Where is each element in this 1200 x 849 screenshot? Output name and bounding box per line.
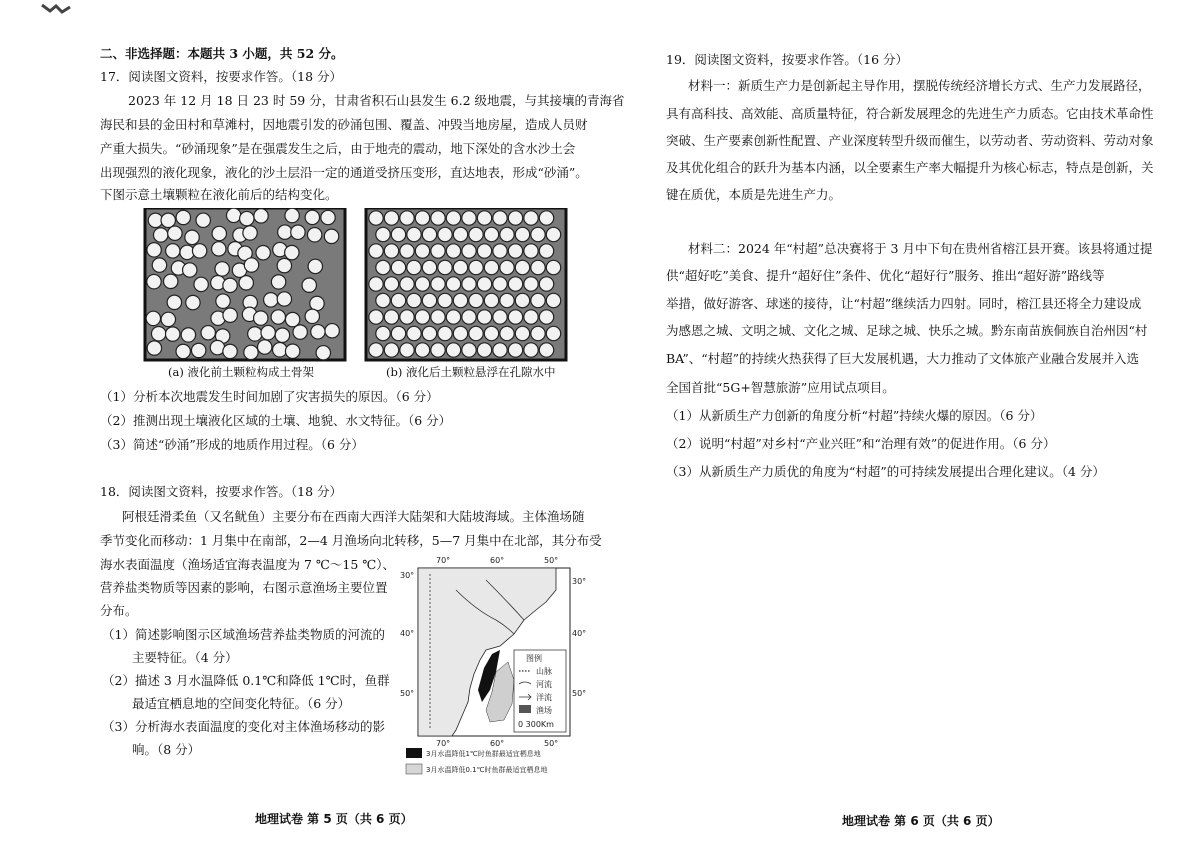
soil-particle	[151, 327, 165, 341]
q17-para-line: 出现强烈的液化现象，液化的沙土层沿一定的通道受挤压变形，直达地表，形成“砂涌”。	[100, 165, 588, 180]
soil-particle	[422, 227, 436, 241]
soil-particle	[201, 326, 215, 340]
soil-particle	[147, 341, 161, 355]
soil-particle	[500, 293, 514, 307]
soil-particle	[215, 262, 229, 276]
soil-particle	[415, 244, 429, 258]
lon-label-bottom: 50°	[544, 739, 559, 748]
soil-particle	[244, 258, 258, 272]
legend-mountain: 山脉	[536, 667, 552, 676]
soil-particle	[285, 312, 299, 326]
soil-particle	[273, 343, 287, 357]
soil-particle	[167, 295, 181, 309]
soil-particle	[166, 244, 180, 258]
lon-label-top: 60°	[490, 556, 505, 565]
soil-particle	[223, 278, 237, 292]
material-2-line: 举措，做好游客、球迷的接待，让“村超”继续活力四射。同时，榕江县还将全力建设成	[666, 296, 1142, 311]
soil-particle	[147, 243, 161, 257]
soil-particle	[307, 228, 321, 242]
soil-particle	[462, 343, 476, 357]
soil-particle	[216, 294, 230, 308]
soil-particle	[152, 258, 166, 272]
q19-question-1: （1）从新质生产力创新的角度分析“村超”持续火爆的原因。（6 分）	[666, 408, 1043, 423]
q18-question-3-cont: 响。（8 分）	[132, 742, 201, 757]
lat-label-right: 30°	[572, 577, 586, 586]
soil-particle	[469, 227, 483, 241]
soil-particle	[400, 211, 414, 225]
material-1-line: 键在质优，本质是先进生产力。	[666, 187, 842, 202]
soil-particle	[181, 328, 195, 342]
soil-particle	[524, 310, 538, 324]
map-scale: 0 300Km	[518, 720, 554, 729]
soil-particle	[191, 343, 205, 357]
soil-particle	[258, 340, 272, 354]
soil-particle	[524, 244, 538, 258]
q19-question-2: （2）说明“村超”对乡村“产业兴旺”和“治理有效”的促进作用。（6 分）	[666, 436, 1056, 451]
soil-particle	[407, 293, 421, 307]
soil-particle	[500, 326, 514, 340]
soil-particle	[183, 263, 197, 277]
soil-particle	[438, 227, 452, 241]
soil-particle	[531, 326, 545, 340]
q18-para-line: 季节变化而移动：1 月集中在南部，2—4 月渔场向北转移，5—7 月集中在北部，其分布受	[100, 533, 602, 548]
soil-particle	[477, 244, 491, 258]
soil-particle	[168, 226, 182, 240]
soil-particle	[462, 277, 476, 291]
q17-para-line: 下图示意土壤颗粒在液化前后的结构变化。	[100, 187, 338, 202]
soil-particle	[422, 260, 436, 274]
soil-particle	[271, 275, 285, 289]
soil-particle	[477, 211, 491, 225]
soil-particle	[539, 211, 553, 225]
soil-particle	[524, 211, 538, 225]
soil-particle	[539, 277, 553, 291]
soil-particle	[325, 324, 339, 338]
soil-particle	[431, 211, 445, 225]
soil-particle	[400, 244, 414, 258]
q18-question-1: （1）简述影响图示区域渔场营养盐类物质的河流的	[102, 627, 385, 642]
soil-particle	[493, 277, 507, 291]
soil-particle	[500, 227, 514, 241]
soil-particle	[508, 277, 522, 291]
soil-particle	[400, 277, 414, 291]
soil-particle	[240, 211, 254, 225]
soil-particle	[277, 292, 291, 306]
soil-particle	[254, 209, 268, 223]
lat-label-right: 40°	[572, 629, 586, 638]
soil-particle	[271, 310, 285, 324]
soil-particle	[524, 343, 538, 357]
soil-particle	[244, 345, 258, 359]
soil-particle	[431, 343, 445, 357]
soil-particle	[376, 326, 390, 340]
soil-particle	[243, 226, 257, 240]
q18-para-line: 海水表面温度（渔场适宜海表温度为 7 ℃～15 ℃）、	[100, 557, 395, 572]
material-2-line: 材料二：2024 年“村超”总决赛将于 3 月中下旬在贵州省榕江县开赛。该县将通过提	[688, 241, 1153, 256]
material-2-line: 为感恩之城、文明之城、文化之城、足球之城、快乐之城。黔东南苗族侗族自治州因“村	[666, 323, 1148, 338]
q18-para-line: 阿根廷滑柔鱼（又名鱿鱼）主要分布在西南大西洋大陆架和大陆坡海域。主体渔场随	[122, 509, 585, 524]
soil-particle	[147, 274, 161, 288]
soil-particle	[192, 244, 206, 258]
q19-heading: 19．阅读图文资料，按要求作答。（16 分）	[666, 52, 909, 67]
soil-particle	[462, 310, 476, 324]
soil-particle	[369, 343, 383, 357]
soil-particle	[546, 260, 560, 274]
soil-particle	[369, 211, 383, 225]
legend-current: 洋流	[536, 693, 552, 702]
map-key-2: 3月水温降低0.1℃时鱼群最适宜栖息地	[426, 766, 548, 774]
lat-label-left: 40°	[400, 629, 415, 638]
soil-particle	[384, 277, 398, 291]
soil-particle	[376, 293, 390, 307]
soil-particle	[384, 310, 398, 324]
soil-particle	[176, 210, 190, 224]
soil-particle	[302, 278, 316, 292]
soil-particle	[446, 310, 460, 324]
legend-fishery: 渔场	[536, 706, 552, 715]
page-6	[600, 0, 1200, 849]
section-title: 二、非选择题：本题共 3 小题，共 52 分。	[100, 46, 344, 61]
legend-river: 河流	[536, 680, 552, 689]
soil-particle	[484, 326, 498, 340]
q18-question-1-cont: 主要特征。（4 分）	[132, 650, 238, 665]
soil-particle	[146, 311, 160, 325]
soil-particle	[446, 277, 460, 291]
soil-particle	[154, 228, 168, 242]
q18-question-2-cont: 最适宜栖息地的空间变化特征。（6 分）	[132, 696, 351, 711]
soil-particle	[508, 343, 522, 357]
soil-particle	[391, 326, 405, 340]
page-6-footer: 地理试卷 第 6 页（共 6 页）	[842, 814, 1000, 828]
q17-question-2: （2）推测出现土壤液化区域的土壤、地貌、水文特征。（6 分）	[100, 413, 452, 428]
material-1-line: 材料一：新质生产力是创新起主导作用，摆脱传统经济增长方式、生产力发展路径，	[688, 78, 1151, 93]
soil-particle	[261, 325, 275, 339]
soil-particle	[324, 229, 338, 243]
soil-particle	[515, 326, 529, 340]
soil-particle	[185, 230, 199, 244]
material-2-line: BA”、“村超”的持续火热获得了巨大发展机遇，大力推动了文体旅产业融合发展并入选	[666, 351, 1140, 366]
soil-particle	[376, 227, 390, 241]
soil-particle	[285, 245, 299, 259]
material-1-line: 具有高科技、高效能、高质量特征，符合新发展理念的先进生产力质态。它由技术革命性	[666, 106, 1154, 121]
soil-particle	[453, 227, 467, 241]
soil-particle	[531, 293, 545, 307]
soil-particle	[539, 310, 553, 324]
soil-particle	[453, 326, 467, 340]
material-1-line: 及其优化组合的跃升为基本内涵，以全要素生产率大幅提升为核心标志，特点是创新，关	[666, 160, 1154, 175]
q18-heading: 18．阅读图文资料，按要求作答。（18 分）	[100, 484, 343, 499]
soil-particle	[438, 260, 452, 274]
soil-particle	[493, 343, 507, 357]
material-2-line: 供“超好吃”美食、提升“超好住”条件、优化“超好行”服务、推出“超好游”路线等	[666, 268, 1105, 283]
lon-label-bottom: 70°	[436, 739, 451, 748]
soil-particle	[422, 326, 436, 340]
q17-para-line: 产重大损失。“砂涌现象”是在强震发生之后，由于地壳的震动，地下深处的含水沙土会	[100, 141, 576, 156]
soil-particle	[500, 260, 514, 274]
soil-particle	[508, 244, 522, 258]
soil-particle	[508, 310, 522, 324]
soil-particle	[431, 277, 445, 291]
map-legend-title: 图例	[526, 654, 542, 663]
soil-particle	[431, 310, 445, 324]
soil-particle	[305, 210, 319, 224]
soil-particle	[384, 244, 398, 258]
soil-particle	[277, 258, 291, 272]
soil-particle	[239, 276, 253, 290]
q17-para-line: 2023 年 12 月 18 日 23 时 59 分，甘肃省积石山县发生 6.2 级地震，与其接壤的青海省	[128, 93, 625, 108]
soil-particle	[477, 310, 491, 324]
material-2-line: 全国首批“5G+智慧旅游”应用试点项目。	[666, 380, 895, 395]
soil-particle	[484, 260, 498, 274]
soil-particle	[407, 227, 421, 241]
soil-particle	[291, 225, 305, 239]
soil-particle	[462, 244, 476, 258]
soil-particle	[469, 293, 483, 307]
soil-particle	[194, 277, 208, 291]
soil-particle	[196, 213, 210, 227]
soil-particle	[316, 346, 330, 360]
soil-particle	[384, 343, 398, 357]
soil-particle	[293, 325, 307, 339]
soil-particle	[407, 326, 421, 340]
soil-particle	[484, 227, 498, 241]
soil-particle	[369, 310, 383, 324]
soil-particle	[391, 293, 405, 307]
soil-particle	[223, 344, 237, 358]
soil-particle	[493, 211, 507, 225]
soil-particle	[164, 274, 178, 288]
q17-question-1: （1）分析本次地震发生时间加剧了灾害损失的原因。（6 分）	[100, 389, 439, 404]
map-key-1: 3月水温降低1℃时鱼群最适宜栖息地	[426, 750, 541, 758]
soil-particle	[477, 277, 491, 291]
q18-question-3: （3）分析海水表面温度的变化对主体渔场移动的影	[102, 719, 385, 734]
q17-para-line: 海民和县的金田村和草滩村，因地震引发的砂涌包围、覆盖、冲毁当地房屋，造成人员财	[100, 117, 588, 132]
material-1-line: 突破、生产要素创新性配置、产业深度转型升级而催生，以劳动者、劳动资料、劳动对象	[666, 133, 1154, 148]
soil-particle	[469, 326, 483, 340]
soil-particle	[515, 227, 529, 241]
lat-label-left: 50°	[400, 689, 415, 698]
soil-after-figure	[364, 208, 568, 362]
lon-label-top: 50°	[544, 556, 559, 565]
soil-particle	[400, 310, 414, 324]
soil-particle	[546, 293, 560, 307]
soil-before-figure	[143, 208, 347, 362]
soil-particle	[376, 260, 390, 274]
soil-particle	[508, 211, 522, 225]
q18-para-line: 营养盐类物质等因素的影响，右图示意渔场主要位置	[100, 580, 388, 595]
soil-particle	[248, 327, 262, 341]
soil-particle	[278, 225, 292, 239]
soil-particle	[369, 277, 383, 291]
soil-particle	[212, 242, 226, 256]
soil-particle	[446, 211, 460, 225]
soil-particle	[311, 325, 325, 339]
soil-particle	[546, 326, 560, 340]
soil-particle	[256, 246, 270, 260]
soil-particle	[305, 309, 319, 323]
soil-particle	[161, 312, 175, 326]
soil-particle	[161, 213, 175, 227]
soil-particle	[369, 244, 383, 258]
soil-particle	[546, 227, 560, 241]
soil-particle	[539, 343, 553, 357]
q17-heading: 17．阅读图文资料，按要求作答。（18 分）	[100, 69, 343, 84]
soil-particle	[415, 211, 429, 225]
lat-label-left: 30°	[400, 571, 415, 580]
soil-particle	[531, 260, 545, 274]
soil-particle	[438, 326, 452, 340]
soil-particle	[285, 344, 299, 358]
soil-particle	[469, 260, 483, 274]
soil-particle	[415, 343, 429, 357]
q18-question-2: （2）描述 3 月水温降低 0.1℃和降低 1℃时，鱼群	[102, 673, 390, 688]
soil-particle	[391, 227, 405, 241]
q18-para-line: 分布。	[100, 603, 138, 618]
soil-particle	[275, 328, 289, 342]
soil-particle	[446, 244, 460, 258]
soil-particle	[484, 293, 498, 307]
soil-particle	[308, 259, 322, 273]
soil-particle	[321, 210, 335, 224]
soil-particle	[431, 244, 445, 258]
soil-particle	[400, 343, 414, 357]
page-5-footer: 地理试卷 第 5 页（共 6 页）	[255, 812, 413, 826]
soil-particle	[391, 260, 405, 274]
soil-particle	[524, 277, 538, 291]
soil-particle	[407, 260, 421, 274]
q19-question-3: （3）从新质生产力质优的角度为“村超”的可持续发展提出合理化建议。（4 分）	[666, 464, 1105, 479]
soil-particle	[415, 277, 429, 291]
soil-particle	[186, 295, 200, 309]
soil-particle	[226, 208, 240, 222]
soil-particle	[515, 260, 529, 274]
figure-b-caption: (b) 液化后土颗粒悬浮在孔隙水中	[386, 365, 556, 379]
soil-particle	[422, 293, 436, 307]
soil-particle	[446, 343, 460, 357]
soil-particle	[384, 211, 398, 225]
soil-particle	[176, 344, 190, 358]
soil-particle	[415, 310, 429, 324]
soil-particle	[165, 327, 179, 341]
soil-particle	[531, 227, 545, 241]
soil-particle	[453, 293, 467, 307]
soil-particle	[493, 310, 507, 324]
soil-particle	[453, 260, 467, 274]
lon-label-top: 70°	[436, 556, 451, 565]
fishing-ground-map	[396, 550, 586, 778]
soil-particle	[493, 244, 507, 258]
soil-particle	[515, 293, 529, 307]
lat-label-right: 50°	[572, 689, 586, 698]
figure-a-caption: (a) 液化前土颗粒构成土骨架	[168, 365, 314, 379]
soil-particle	[223, 308, 237, 322]
soil-particle	[539, 244, 553, 258]
lon-label-bottom: 60°	[490, 739, 505, 748]
soil-particle	[254, 311, 268, 325]
soil-particle	[462, 211, 476, 225]
soil-particle	[477, 343, 491, 357]
q17-question-3: （3）简述“砂涌”形成的地质作用过程。（6 分）	[100, 437, 364, 452]
soil-particle	[438, 293, 452, 307]
soil-particle	[264, 293, 278, 307]
soil-particle	[285, 208, 299, 222]
soil-particle	[212, 226, 226, 240]
